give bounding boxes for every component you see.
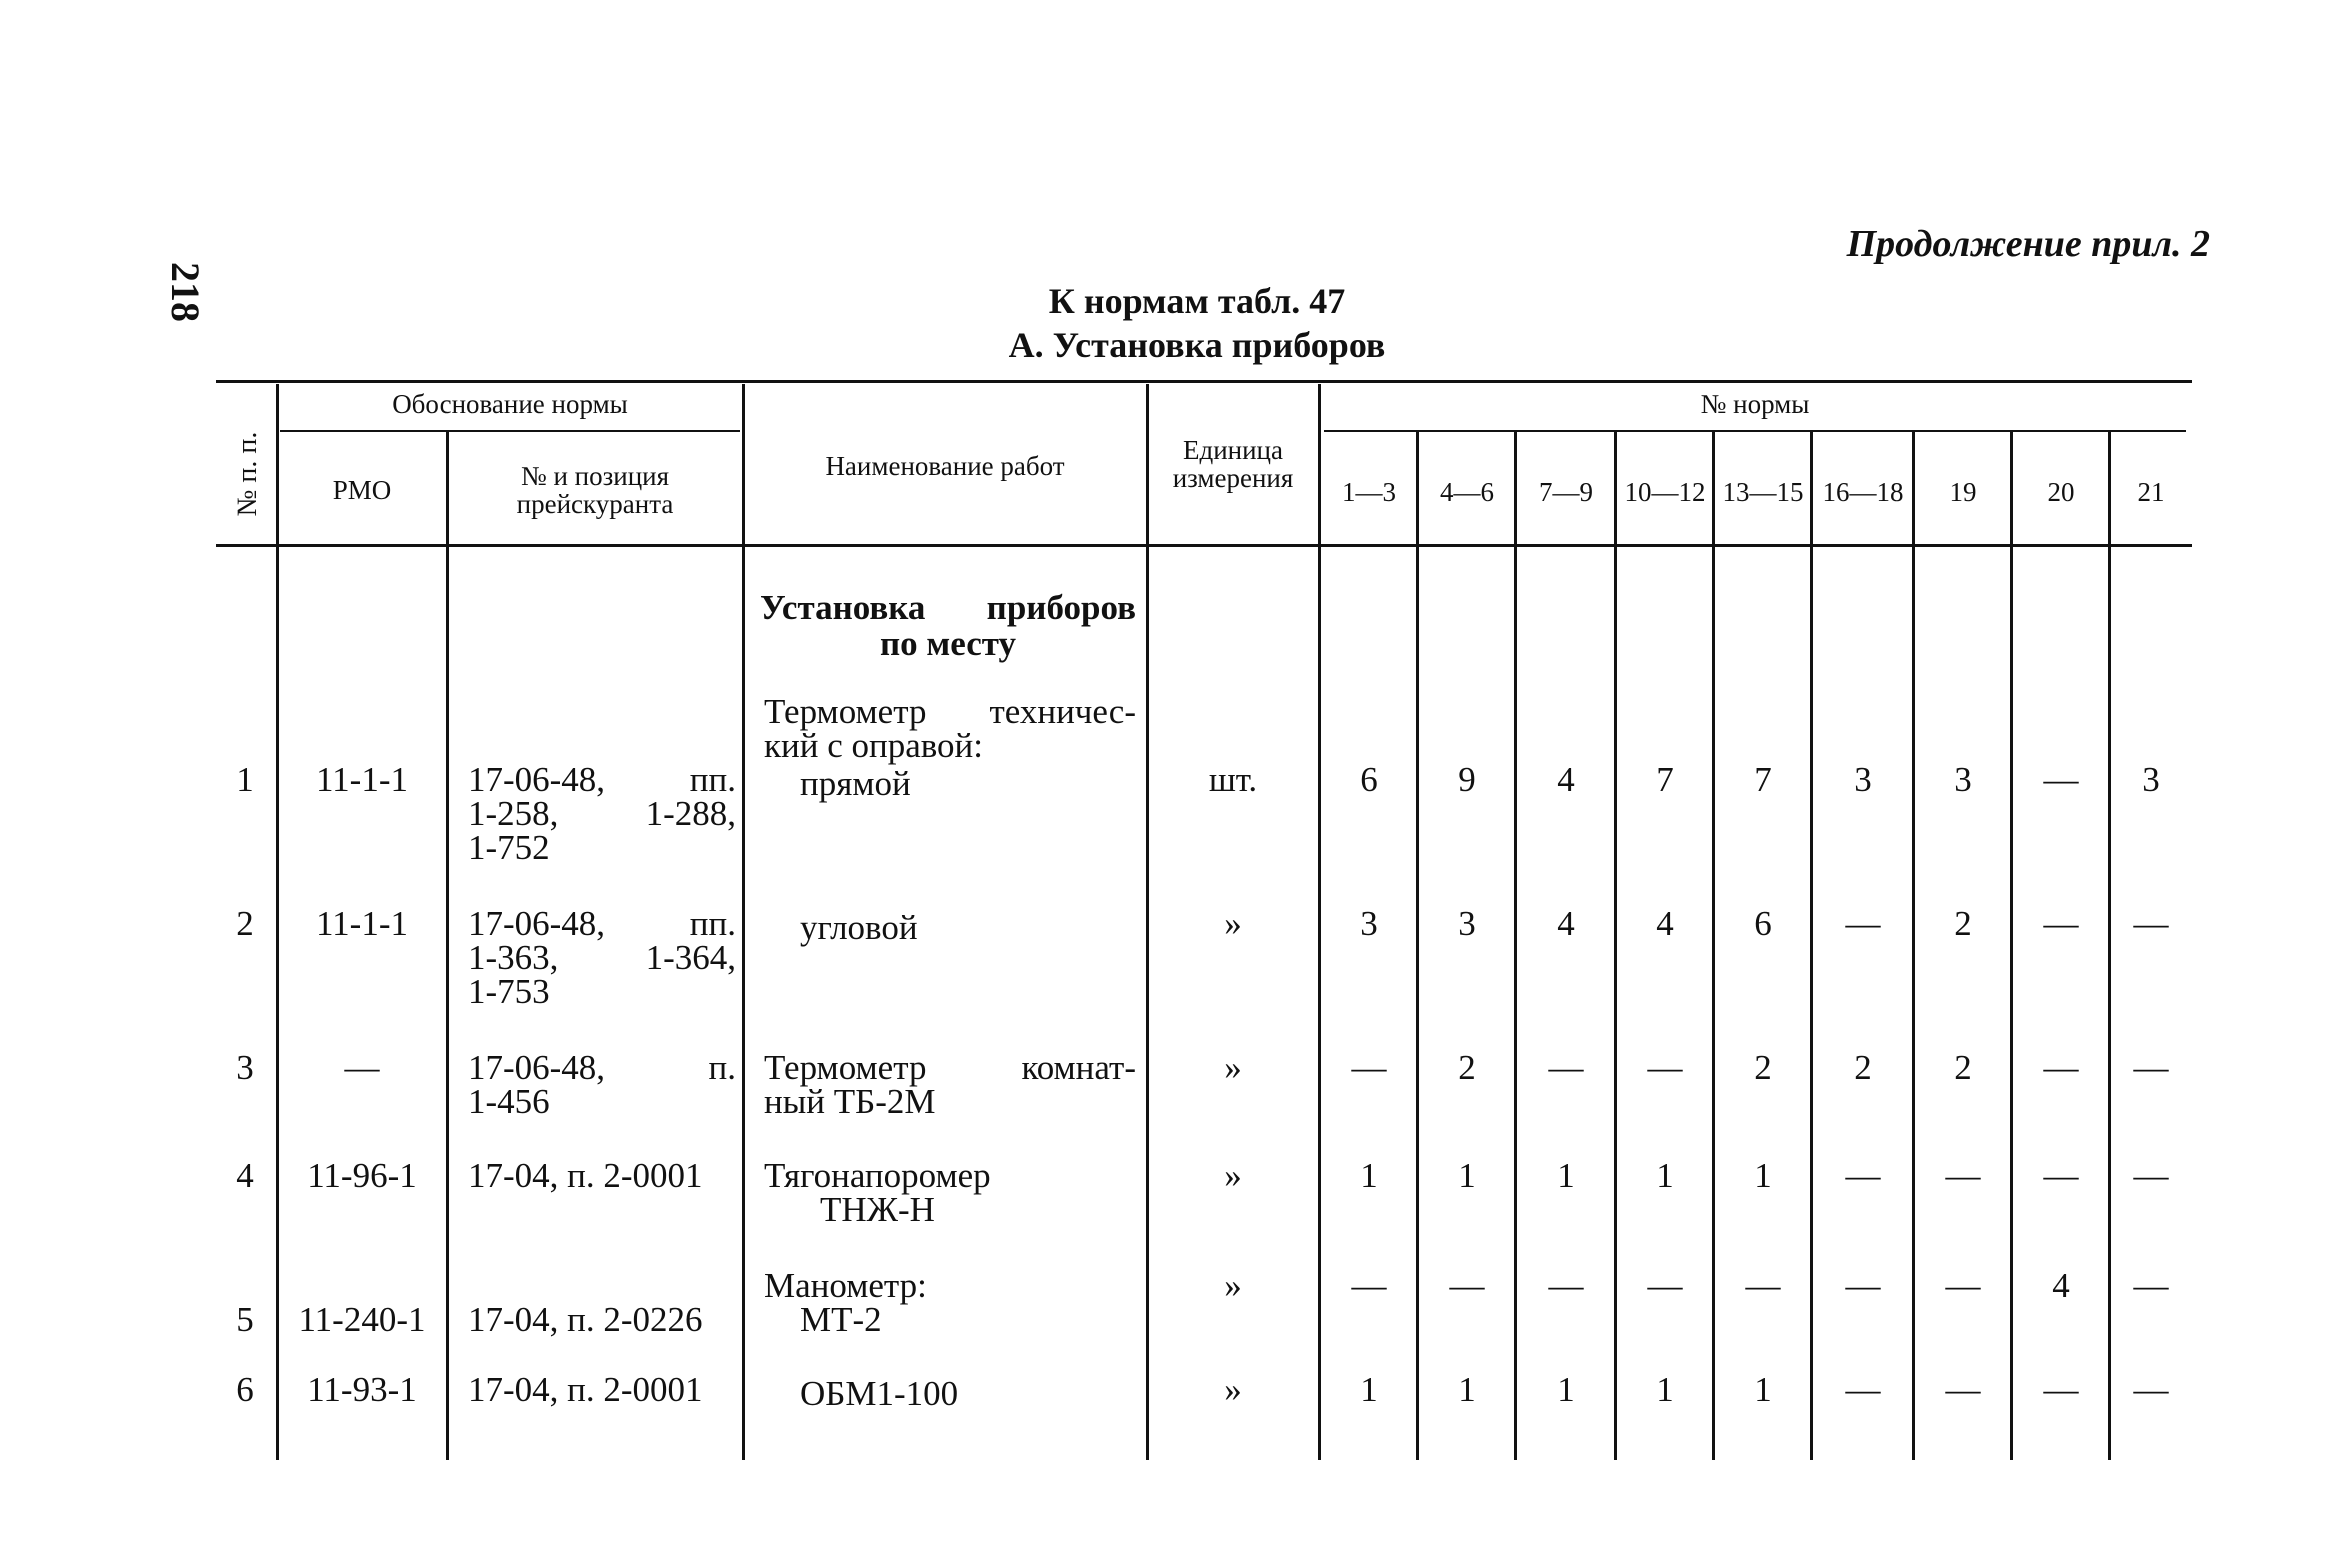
table-reference: К нормам табл. 47 (1048, 281, 1346, 321)
rmo-code: 11-1-1 (315, 760, 408, 799)
unit-of-measure: » (1224, 1156, 1242, 1195)
row-number: 1 (236, 760, 254, 799)
header-pricelist (450, 462, 740, 518)
norm-value: 6 (1754, 904, 1772, 943)
norm-value: — (1548, 1266, 1584, 1305)
row-number: 6 (236, 1370, 254, 1409)
unit-of-measure: » (1224, 1266, 1242, 1305)
norm-value: 3 (2142, 760, 2160, 799)
norm-value: — (1647, 1048, 1683, 1087)
norm-value: — (2133, 1266, 2169, 1305)
norm-value: 2 (1754, 1048, 1772, 1087)
norm-value: 1 (1360, 1156, 1378, 1195)
norm-value: — (1845, 904, 1881, 943)
norm-value: 4 (1656, 904, 1674, 943)
header-norm-col: 20 (2047, 477, 2075, 507)
header-work-name: Наименование работ (825, 451, 1065, 481)
pricelist-line: 17-06-48, п. (468, 1048, 736, 1087)
rmo-code: 11-1-1 (315, 904, 408, 943)
work-name: ОБМ1-100 (800, 1374, 959, 1413)
header-unit-line1: Единица (1182, 435, 1283, 465)
norm-value: — (2133, 904, 2169, 943)
norm-group-rule (1324, 430, 2186, 432)
work-name-line: ный ТБ-2М (764, 1082, 936, 1121)
norm-value: — (1548, 1048, 1584, 1087)
header-norm-col: 1—3 (1342, 477, 1396, 507)
basis-group-rule (280, 430, 740, 432)
header-norm-col: 19 (1949, 477, 1977, 507)
work-name-line: Термометр комнат- (764, 1048, 1136, 1087)
section-heading-line2: по месту (880, 624, 1016, 663)
work-name-line: Тягонапоромер (764, 1156, 991, 1195)
col-divider-norm-3 (1514, 432, 1517, 1460)
norm-value: 1 (1754, 1156, 1772, 1195)
pricelist-line: 1-363, 1-364, (468, 938, 736, 977)
norm-value: 2 (1954, 904, 1972, 943)
pricelist-line: 1-753 (468, 972, 550, 1011)
norm-value: 4 (1557, 904, 1575, 943)
col-divider-norm-4 (1614, 432, 1617, 1460)
row-number: 4 (236, 1156, 254, 1195)
header-norm-col: 13—15 (1722, 477, 1804, 507)
norm-value: — (2043, 904, 2079, 943)
norm-value: — (1845, 1370, 1881, 1409)
header-norm-col: 21 (2137, 477, 2165, 507)
norm-value: 1 (1458, 1156, 1476, 1195)
norm-value: — (1945, 1370, 1981, 1409)
header-rmo: РМО (332, 475, 392, 505)
norm-value: 1 (1557, 1370, 1575, 1409)
rmo-code: 11-96-1 (307, 1156, 417, 1195)
header-row-number: № п. п. (232, 431, 263, 517)
norm-value: 9 (1458, 760, 1476, 799)
norm-value: 3 (1458, 904, 1476, 943)
rmo-code: — (344, 1048, 380, 1087)
table-top-rule (216, 380, 2192, 383)
norm-value: 1 (1754, 1370, 1772, 1409)
col-divider-norm-9 (2108, 432, 2111, 1460)
col-divider-norm-5 (1712, 432, 1715, 1460)
norm-value: 7 (1754, 760, 1772, 799)
col-divider-pricelist (446, 432, 449, 1460)
header-norm-col: 10—12 (1624, 477, 1706, 507)
page-number: 218 (163, 262, 208, 322)
pricelist-line: 17-04, п. 2-0001 (468, 1370, 703, 1409)
norm-value: — (2043, 760, 2079, 799)
col-divider-norms (1318, 384, 1321, 1460)
pricelist-line: 1-258, 1-288, (468, 794, 736, 833)
work-name-line: ТНЖ-Н (820, 1190, 935, 1229)
pricelist-line: 17-04, п. 2-0001 (468, 1156, 703, 1195)
header-basis-group: Обоснование нормы (392, 389, 628, 419)
norm-value: — (1845, 1156, 1881, 1195)
header-norm-col: 16—18 (1822, 477, 1904, 507)
norm-value: 3 (1954, 760, 1972, 799)
work-name: прямой (800, 764, 911, 803)
norm-value: 2 (1954, 1048, 1972, 1087)
row-number: 2 (236, 904, 254, 943)
col-divider-norm-6 (1810, 432, 1813, 1460)
norm-value: 1 (1557, 1156, 1575, 1195)
table-title: А. Установка приборов (1008, 325, 1386, 365)
norm-value: 2 (1854, 1048, 1872, 1087)
header-norm-col: 4—6 (1440, 477, 1494, 507)
header-unit-line2: измерения (1172, 463, 1294, 493)
norm-value: — (2043, 1156, 2079, 1195)
header-norm-group: № нормы (1700, 389, 1810, 419)
col-divider-rmo (276, 384, 279, 1460)
norm-value: 1 (1458, 1370, 1476, 1409)
pricelist-line: 17-06-48, пп. (468, 760, 736, 799)
col-divider-norm-7 (1912, 432, 1915, 1460)
work-group-line: Манометр: (764, 1266, 927, 1305)
norm-value: — (1351, 1048, 1387, 1087)
norm-value: — (1945, 1266, 1981, 1305)
norm-value: — (1745, 1266, 1781, 1305)
pricelist-line: 1-752 (468, 828, 550, 867)
norm-value: 1 (1360, 1370, 1378, 1409)
norm-value: — (2133, 1370, 2169, 1409)
work-group-line: кий с оправой: (764, 726, 984, 765)
norm-value: 3 (1360, 904, 1378, 943)
unit-of-measure: » (1224, 1048, 1242, 1087)
norm-value: — (1647, 1266, 1683, 1305)
col-divider-name (742, 384, 745, 1460)
section-heading-line1: Установка приборов (760, 588, 1136, 627)
rmo-code: 11-240-1 (298, 1300, 426, 1339)
unit-of-measure: » (1224, 904, 1242, 943)
norm-value: — (2133, 1048, 2169, 1087)
section-heading (760, 590, 1136, 662)
pricelist-line: 1-456 (468, 1082, 550, 1121)
norm-value: — (1945, 1156, 1981, 1195)
col-divider-norm-8 (2010, 432, 2013, 1460)
header-pricelist-line2: прейскуранта (516, 489, 674, 519)
work-name: угловой (800, 908, 918, 947)
work-name: МТ-2 (800, 1300, 882, 1339)
col-divider-norm-2 (1416, 432, 1419, 1460)
norm-value: — (1351, 1266, 1387, 1305)
norm-value: 7 (1656, 760, 1674, 799)
col-divider-unit (1146, 384, 1149, 1460)
norm-value: 1 (1656, 1156, 1674, 1195)
unit-of-measure: шт. (1208, 760, 1258, 799)
continuation-note: Продолжение прил. 2 (1846, 223, 2210, 265)
norm-value: — (1845, 1266, 1881, 1305)
row-number: 3 (236, 1048, 254, 1087)
norm-value: 3 (1854, 760, 1872, 799)
pricelist-line: 17-06-48, пп. (468, 904, 736, 943)
norm-value: — (1449, 1266, 1485, 1305)
norm-value: — (2043, 1370, 2079, 1409)
norm-value: 4 (2052, 1266, 2070, 1305)
rmo-code: 11-93-1 (307, 1370, 417, 1409)
row-number: 5 (236, 1300, 254, 1339)
norm-value: 1 (1656, 1370, 1674, 1409)
unit-of-measure: » (1224, 1370, 1242, 1409)
pricelist-line: 17-04, п. 2-0226 (468, 1300, 703, 1339)
norm-value: — (2043, 1048, 2079, 1087)
header-norm-col: 7—9 (1539, 477, 1593, 507)
norm-value: 4 (1557, 760, 1575, 799)
norm-value: — (2133, 1156, 2169, 1195)
header-bottom-rule (216, 544, 2192, 547)
header-unit (1150, 436, 1316, 492)
norm-value: 6 (1360, 760, 1378, 799)
header-pricelist-line1: № и позиция (520, 461, 670, 491)
norm-value: 2 (1458, 1048, 1476, 1087)
work-group-line: Термометр техничес- (764, 692, 1136, 731)
